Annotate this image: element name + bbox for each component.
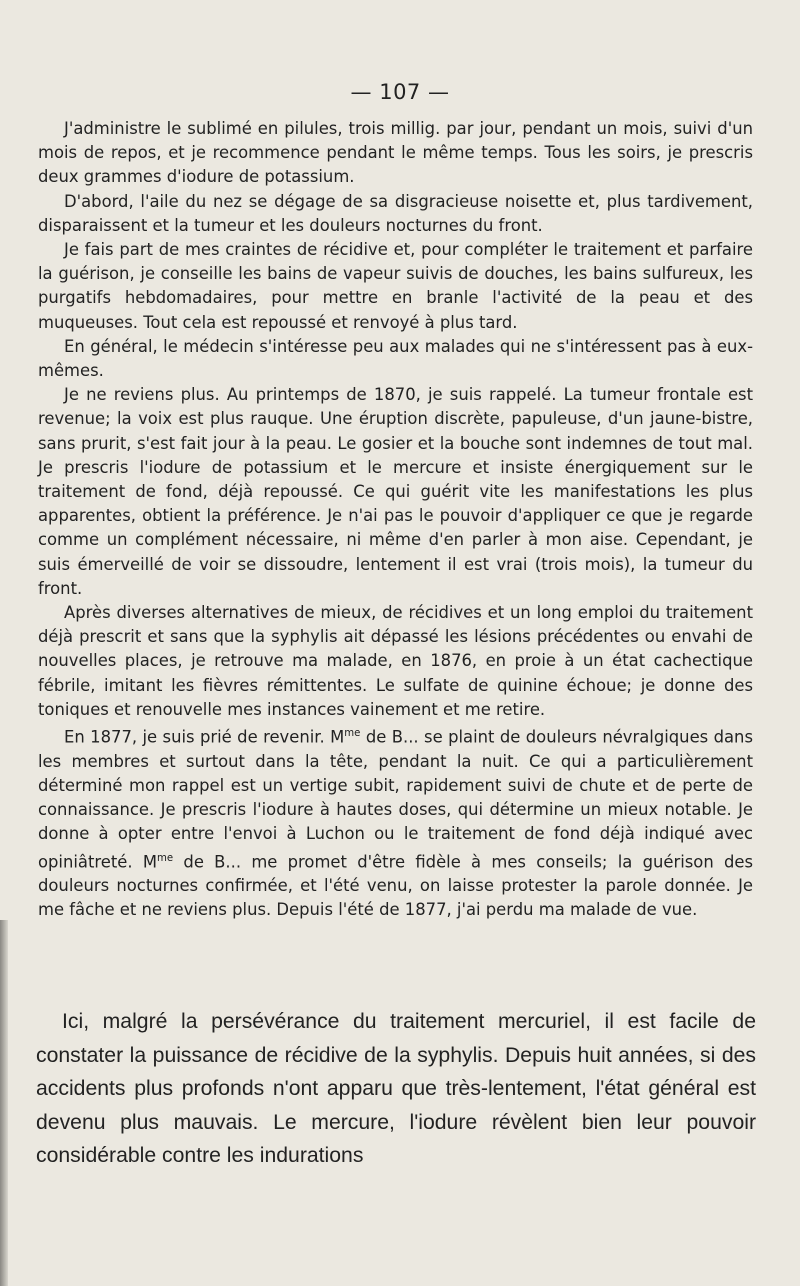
page-number: — 107 —	[350, 80, 450, 104]
paragraph-mme	[38, 722, 753, 923]
text-run: de B... me promet d'être fidèle à mes conseils; la guérison des douleurs nocturnes confirmée, et l'été venu, on laisse protester la parole donnée. Je me fâche et ne reviens plus. Depuis l'été de 1877, j'ai perdu ma malade de vue.	[38, 852, 753, 920]
binding-shadow	[0, 920, 8, 1286]
large-paragraph: Ici, malgré la persévérance du traitement mercuriel, il est facile de constater la puissance de récidive de la syphylis. Depuis huit années, si des accidents plus profonds n'ont apparu que très-lentement, l'état général est devenu plus mauvais. Le mercure, l'iodure révèlent bien leur pouvoir considérable contre les indurations	[36, 1010, 756, 1167]
text-run: de B... se plaint de douleurs névralgiques dans les membres et surtout dans la tête, pendant la nuit. Ce qui a particulièrement déterminé mon rappel est un vertige subit, rapidement suivi de chute et de perte de connaissance. Je prescris l'iodure à hautes doses, qui détermine un mieux notable. Je donne à opter entre l'envoi à Luchon ou le traitement de fond déjà indiqué avec opiniâtreté. M	[38, 727, 753, 872]
body-text	[38, 117, 753, 923]
paragraph: Je fais part de mes craintes de récidive et, pour compléter le traitement et parfaire la guérison, je conseille les bains de vapeur suivis de douches, les bains sulfureux, les purgatifs hebdomadaires, pour mettre en branle l'activité de la peau et des muqueuses. Tout cela est repoussé et renvoyé à plus tard.	[38, 240, 753, 332]
paragraph: Je ne reviens plus. Au printemps de 1870, je suis rappelé. La tumeur frontale est revenue; la voix est plus rauque. Une éruption discrète, papuleuse, d'un jaune-bistre, sans prurit, s'est fait jour à la peau. Le gosier et la bouche sont indemnes de tout mal. Je prescris l'iodure de potassium et le mercure et insiste énergiquement sur le traitement de fond, déjà repoussé. Ce qui guérit vite les manifestations les plus apparentes, obtient la préférence. Je n'ai pas le pouvoir d'appliquer ce que je regarde comme un complément nécessaire, ni même d'en parler à mon aise. Cependant, je suis émerveillé de voir se dissoudre, lentement il est vrai (trois mois), la tumeur du front.	[38, 385, 753, 598]
text-run: En 1877, je suis prié de revenir. M	[64, 727, 345, 747]
superscript: me	[157, 852, 174, 864]
paragraph: D'abord, l'aile du nez se dégage de sa disgracieuse noisette et, plus tardivement, disparaissent et la tumeur et les douleurs nocturnes du front.	[38, 191, 753, 235]
paragraph: En général, le médecin s'intéresse peu aux malades qui ne s'intéressent pas à eux-mêmes.	[38, 336, 753, 381]
paragraph: J'administre le sublimé en pilules, trois millig. par jour, pendant un mois, suivi d'un mois de repos, et je recommence pendant le même temps. Tous les soirs, je prescris deux grammes d'iodure de potassium.	[38, 119, 753, 187]
paragraph: Après diverses alternatives de mieux, de récidives et un long emploi du traitement déjà prescrit et sans que la syphylis ait dépassé les lésions précédentes ou envahi de nouvelles places, je retrouve ma malade, en 1876, en proie à un état cachectique fébrile, imitant les fièvres rémittentes. Le sulfate de quinine échoue; je donne des toniques et renouvelle mes instances vainement et me retire.	[38, 603, 753, 719]
superscript: me	[344, 728, 361, 740]
large-type-section	[36, 1005, 756, 1173]
